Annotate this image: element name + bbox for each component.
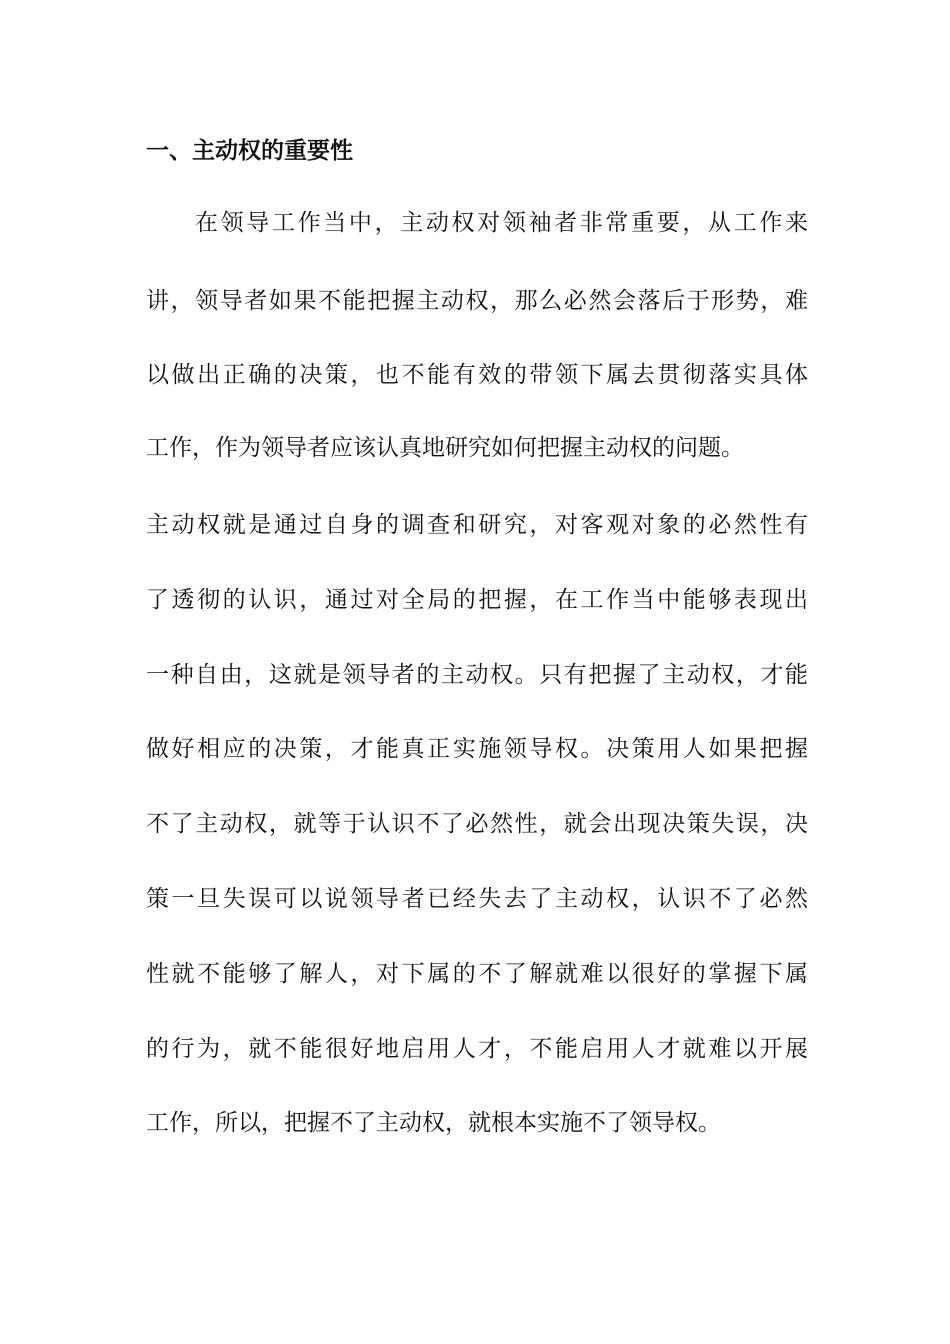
paragraph-line: 工作，作为领导者应该认真地研究如何把握主动权的问题。 bbox=[146, 435, 744, 461]
paragraph-line: 了透彻的认识，通过对全局的把握，在工作当中能够表现出 bbox=[146, 587, 808, 613]
section-heading: 一、主动权的重要性 bbox=[146, 138, 353, 164]
paragraph-line: 工作，所以，把握不了主动权，就根本实施不了领导权。 bbox=[146, 1110, 721, 1136]
paragraph-line: 不了主动权，就等于认识不了必然性，就会出现决策失误，决 bbox=[146, 811, 808, 837]
paragraph-line: 策一旦失误可以说领导者已经失去了主动权，认识不了必然 bbox=[146, 886, 808, 912]
paragraph-line: 的行为，就不能很好地启用人才，不能启用人才就难以开展 bbox=[146, 1036, 808, 1062]
paragraph-line: 以做出正确的决策，也不能有效的带领下属去贯彻落实具体 bbox=[146, 362, 808, 388]
paragraph-line: 做好相应的决策，才能真正实施领导权。决策用人如果把握 bbox=[146, 736, 808, 762]
paragraph-line: 在领导工作当中，主动权对领袖者非常重要，从工作来 bbox=[195, 210, 808, 236]
paragraph-line: 主动权就是通过自身的调查和研究，对客观对象的必然性有 bbox=[146, 512, 808, 538]
paragraph-line: 性就不能够了解人，对下属的不了解就难以很好的掌握下属 bbox=[146, 961, 808, 987]
paragraph-line: 讲，领导者如果不能把握主动权，那么必然会落后于形势，难 bbox=[146, 288, 808, 314]
paragraph-line: 一种自由，这就是领导者的主动权。只有把握了主动权，才能 bbox=[146, 662, 808, 688]
